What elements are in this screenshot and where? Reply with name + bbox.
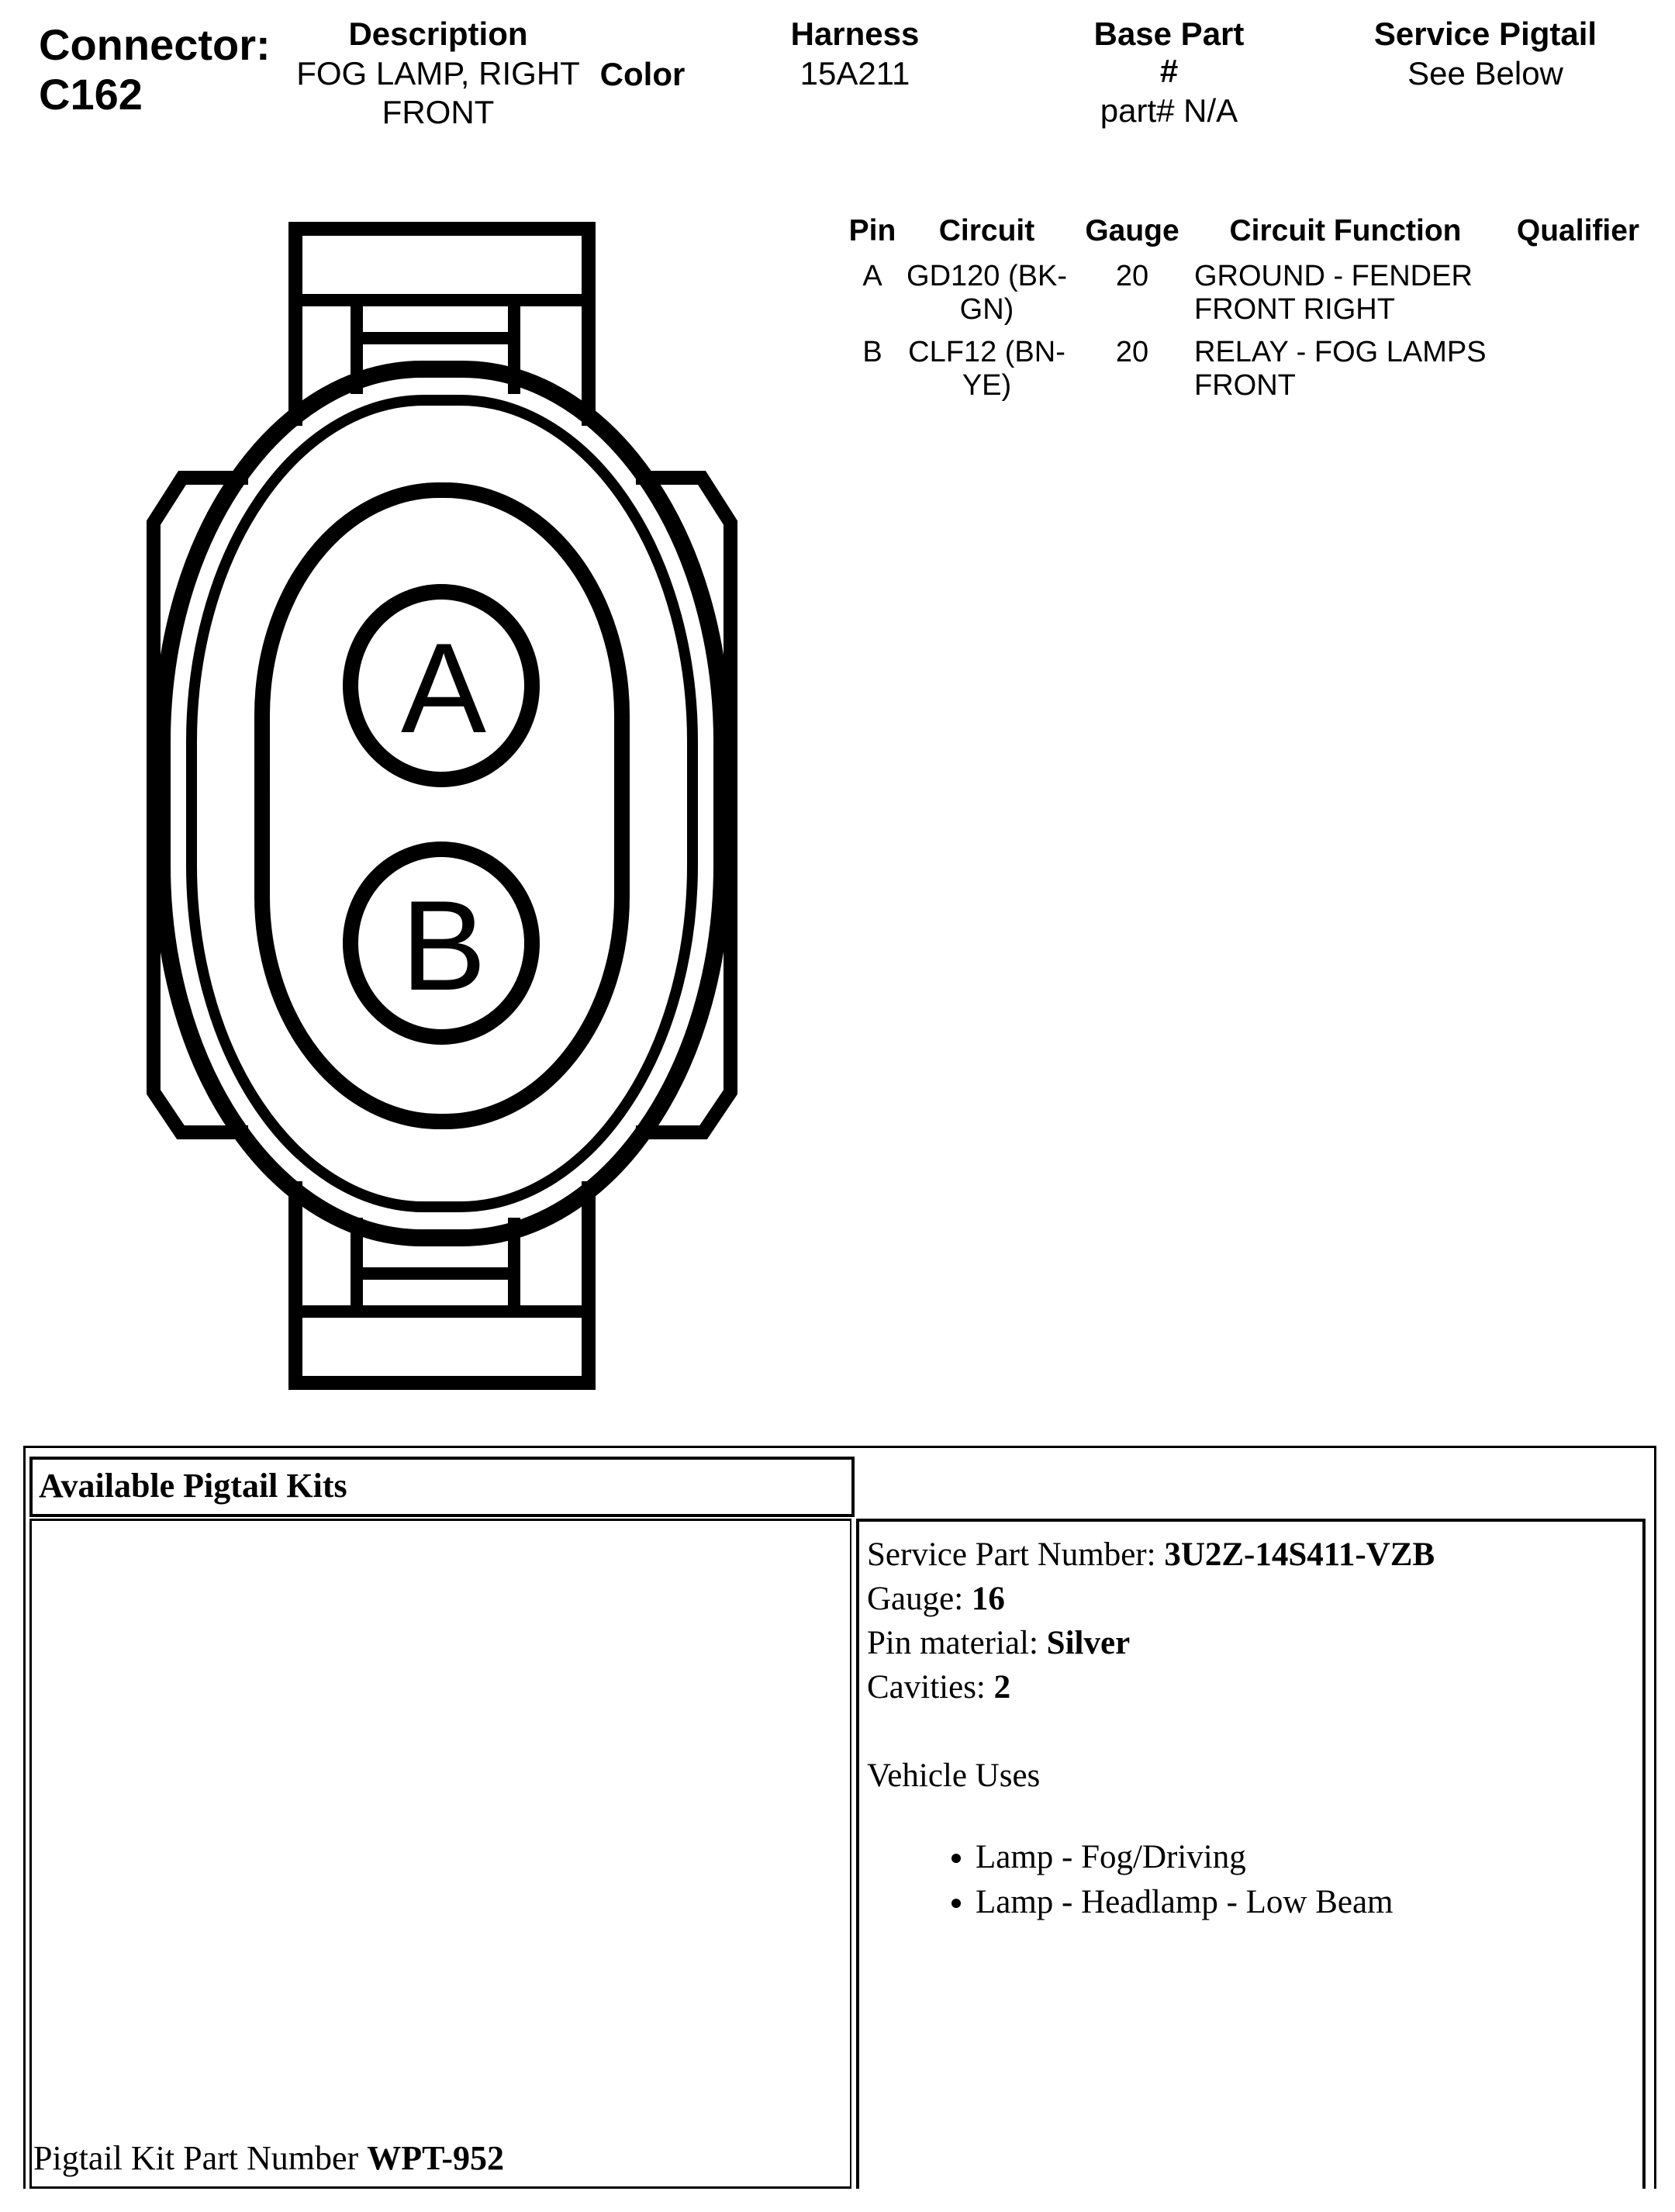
pin-table-header-gauge: Gauge xyxy=(1085,214,1179,247)
pin-a-gauge: 20 xyxy=(1115,260,1149,292)
pin-table-header-qualifier: Qualifier xyxy=(1516,214,1640,247)
connector-label: Connector: xyxy=(39,20,271,69)
pigtail-kit-box xyxy=(29,1519,851,2189)
pin-a-function: GROUND - FENDER FRONT RIGHT xyxy=(1194,260,1473,326)
meta-description xyxy=(278,16,599,132)
pin-b-id: B xyxy=(862,336,882,368)
meta-harness-label: Harness xyxy=(790,16,920,52)
connector-body-outer xyxy=(162,369,722,1238)
pin-table-header-pin: Pin xyxy=(848,214,896,247)
service-part-number-line xyxy=(867,1533,1635,1577)
pin-material-label: Pin material: xyxy=(867,1625,1047,1661)
pigtail-kit-part-line xyxy=(32,2138,850,2186)
cavities-line xyxy=(867,1665,1635,1709)
gauge-label: Gauge: xyxy=(867,1581,972,1617)
pin-table-row-b xyxy=(841,336,1659,403)
pin-table-row-a xyxy=(841,260,1659,327)
service-part-details-box xyxy=(856,1519,1646,2189)
pin-table-header-circuit: Circuit xyxy=(938,214,1035,247)
meta-color-label: Color xyxy=(599,56,686,92)
meta-service-pigtail-label: Service Pigtail xyxy=(1373,16,1597,52)
meta-harness-value: 15A211 xyxy=(800,55,910,92)
pin-material-value: Silver xyxy=(1046,1625,1131,1661)
meta-description-value: FOG LAMP, RIGHT FRONT xyxy=(296,55,580,130)
pin-material-line xyxy=(867,1621,1635,1665)
blank-line xyxy=(867,1709,1635,1754)
available-pigtail-kits-box xyxy=(29,1457,855,1517)
service-part-number-label: Service Part Number: xyxy=(867,1536,1165,1573)
meta-service-pigtail-value: See Below xyxy=(1407,55,1563,92)
meta-harness xyxy=(779,16,931,93)
meta-base-part-value: part# N/A xyxy=(1100,92,1238,129)
pin-a-letter: A xyxy=(400,617,487,759)
pin-table-header-row xyxy=(841,214,1659,247)
pin-b-letter: B xyxy=(400,874,487,1017)
pin-table-header-function: Circuit Function xyxy=(1229,214,1462,247)
pin-b-function: RELAY - FOG LAMPS FRONT xyxy=(1194,336,1487,402)
meta-description-label: Description xyxy=(348,16,528,52)
available-pigtail-kits-title: Available Pigtail Kits xyxy=(39,1467,347,1505)
vehicle-uses-list xyxy=(867,1835,1635,1925)
cavities-label: Cavities: xyxy=(867,1669,994,1706)
pin-b-circuit: CLF12 (BN-YE) xyxy=(908,336,1065,402)
meta-base-part xyxy=(1082,16,1256,130)
pigtail-kit-part-number: WPT-952 xyxy=(367,2139,505,2177)
meta-base-part-label: Base Part # xyxy=(1093,16,1245,89)
vehicle-uses-title: Vehicle Uses xyxy=(867,1758,1041,1794)
vehicle-use-item: • Lamp - Headlamp - Low Beam xyxy=(976,1880,1635,1925)
meta-service-pigtail xyxy=(1371,16,1600,93)
pin-table xyxy=(841,214,1659,403)
pin-a-circuit: GD120 (BK-GN) xyxy=(907,260,1067,326)
pin-b-gauge: 20 xyxy=(1115,336,1149,368)
gauge-value: 16 xyxy=(971,1581,1005,1617)
vehicle-use-item: • Lamp - Fog/Driving xyxy=(976,1835,1635,1880)
gauge-line xyxy=(867,1577,1635,1621)
pin-b-qualifier xyxy=(1497,336,1659,403)
pin-a-qualifier xyxy=(1497,260,1659,327)
meta-color xyxy=(594,56,691,93)
pigtail-kit-part-label: Pigtail Kit Part Number xyxy=(33,2139,368,2177)
service-part-number-value: 3U2Z-14S411-VZB xyxy=(1164,1536,1435,1573)
connector-face-diagram xyxy=(62,209,837,1419)
connector-id: C162 xyxy=(39,70,143,119)
cavities-value: 2 xyxy=(993,1669,1011,1706)
pin-a-id: A xyxy=(862,260,882,292)
connector-title xyxy=(39,20,271,119)
